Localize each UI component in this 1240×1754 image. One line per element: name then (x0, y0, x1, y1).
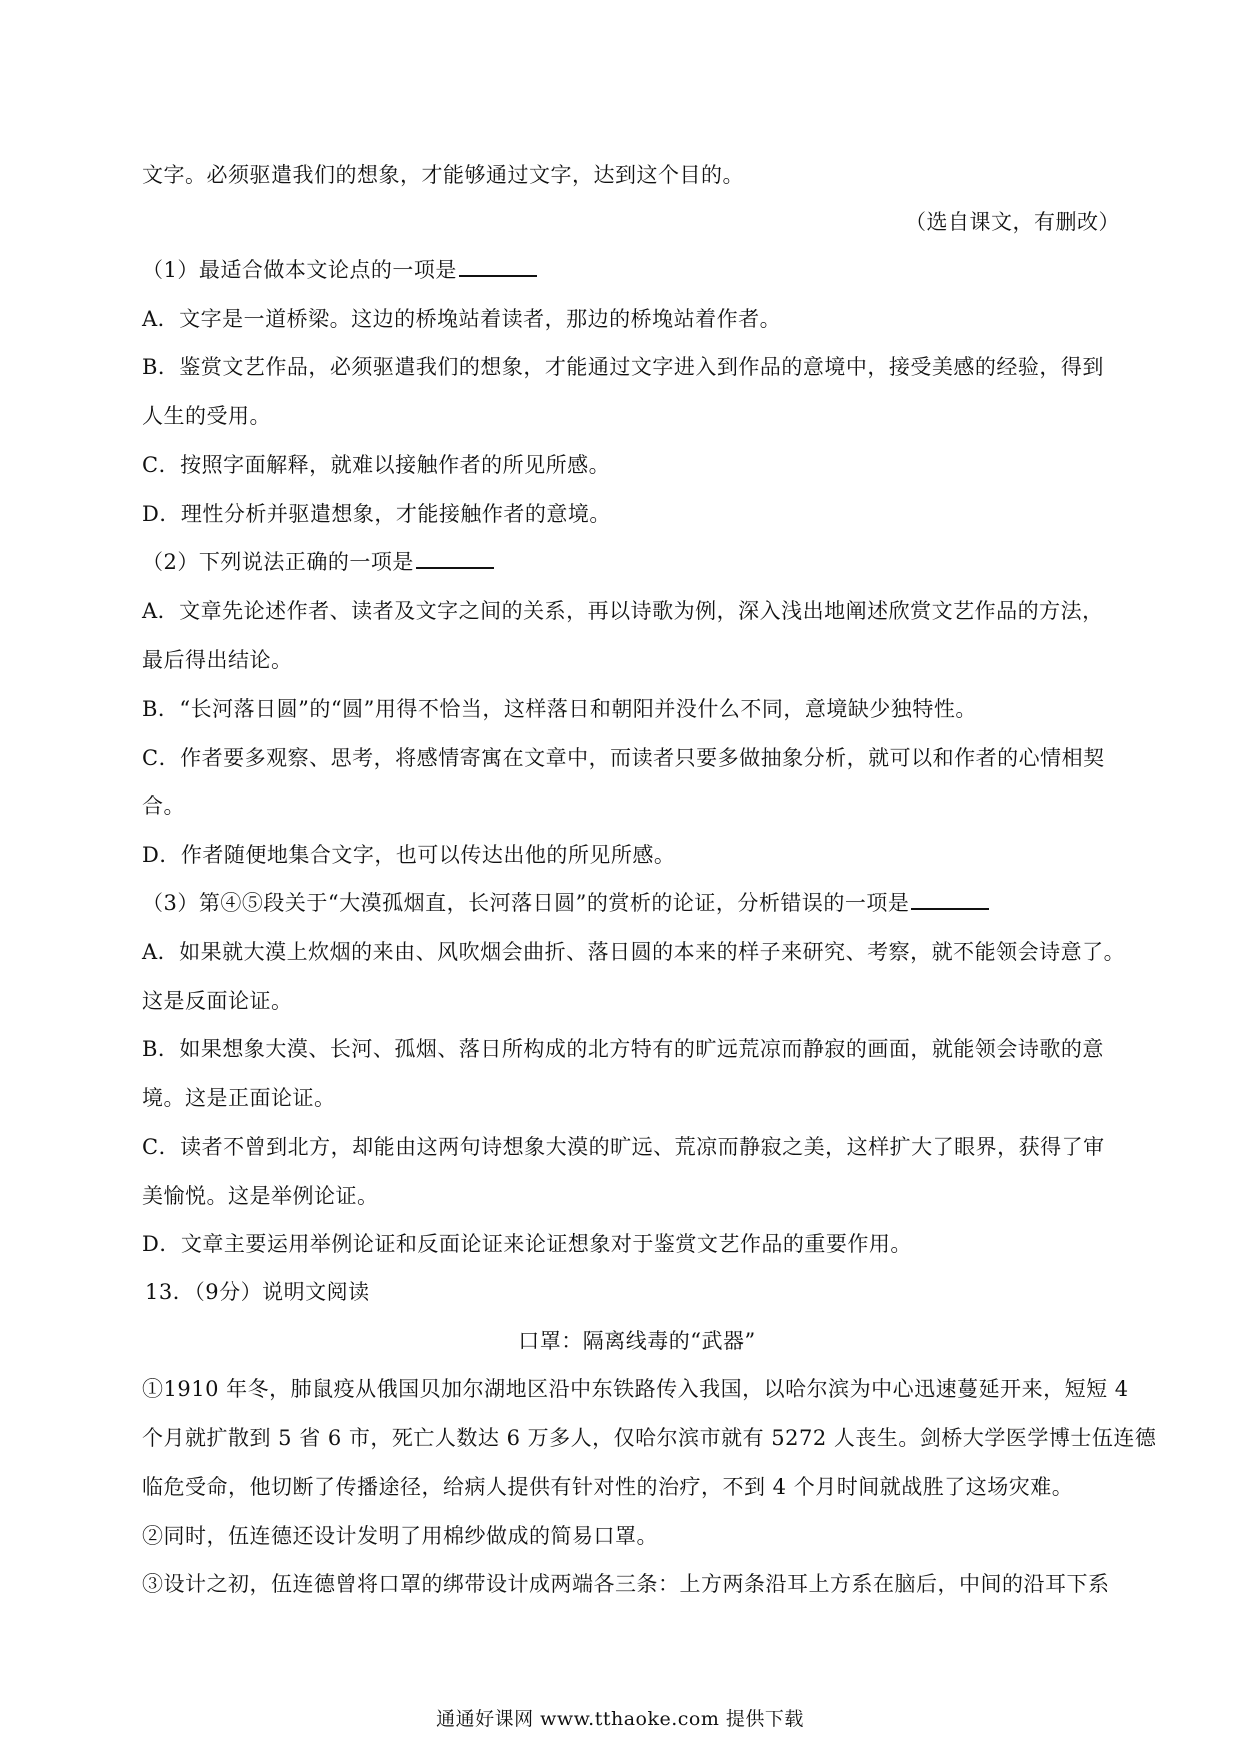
question-2-text: （2）下列说法正确的一项是 (142, 550, 414, 574)
option-c: C．按照字面解释，就难以接触作者的所见所感。 (142, 453, 611, 477)
answer-blank[interactable] (416, 547, 494, 569)
option-a-cont: 最后得出结论。 (142, 648, 293, 672)
paragraph-3: ③设计之初，伍连德曾将口罩的绑带设计成两端各三条：上方两条沿耳上方系在脑后，中间的沿耳下系 (142, 1572, 1110, 1596)
option-d: D．理性分析并驱遣想象，才能接触作者的意境。 (142, 502, 611, 526)
option-a-cont: 这是反面论证。 (142, 989, 293, 1013)
paragraph-1: ①1910 年冬，肺鼠疫从俄国贝加尔湖地区沿中东铁路传入我国，以哈尔滨为中心迅速蔓延开来，短短 4 (142, 1377, 1129, 1401)
question-13-heading: 13．（9分）说明文阅读 (145, 1280, 370, 1304)
option-c-cont: 合。 (142, 794, 185, 818)
option-a: A．文章先论述作者、读者及文字之间的关系，再以诗歌为例，深入浅出地阐述欣赏文艺作品的方法， (142, 599, 1104, 623)
question-1 (142, 255, 1132, 285)
answer-blank[interactable] (459, 255, 537, 277)
text-line: 文字。必须驱遣我们的想象，才能够通过文字，达到这个目的。 (142, 163, 744, 187)
question-3 (142, 888, 1132, 918)
question-3-text: （3）第④⑤段关于“大漠孤烟直，长河落日圆”的赏析的论证，分析错误的一项是 (142, 891, 910, 915)
paragraph-2: ②同时，伍连德还设计发明了用棉纱做成的简易口罩。 (142, 1524, 658, 1548)
answer-blank[interactable] (911, 888, 989, 910)
option-a: A．文字是一道桥梁。这边的桥堍站着读者，那边的桥堍站着作者。 (142, 307, 782, 331)
option-c: C．作者要多观察、思考，将感情寄寓在文章中，而读者只要多做抽象分析，就可以和作者的心情相契 (142, 746, 1105, 770)
option-a: A．如果就大漠上炊烟的来由、风吹烟会曲折、落日圆的本来的样子来研究、考察，就不能领会诗意了。 (142, 940, 1126, 964)
option-b-cont: 境。这是正面论证。 (142, 1086, 336, 1110)
option-b: B．“长河落日圆”的“圆”用得不恰当，这样落日和朝阳并没什么不同，意境缺少独特性。 (142, 697, 977, 721)
option-b: B．如果想象大漠、长河、孤烟、落日所构成的北方特有的旷远荒凉而静寂的画面，就能领会诗歌的意 (142, 1037, 1104, 1061)
paragraph-1-cont: 个月就扩散到 5 省 6 市，死亡人数达 6 万多人，仅哈尔滨市就有 5272 人丧生。剑桥大学医学博士伍连德 (142, 1426, 1157, 1450)
option-c: C．读者不曾到北方，却能由这两句诗想象大漠的旷远、荒凉而静寂之美，这样扩大了眼界，获得了审 (142, 1135, 1105, 1159)
option-d: D．文章主要运用举例论证和反面论证来论证想象对于鉴赏文艺作品的重要作用。 (142, 1232, 912, 1256)
question-2 (142, 547, 1132, 577)
paragraph-1-cont: 临危受命，他切断了传播途径，给病人提供有针对性的治疗，不到 4 个月时间就战胜了这场灾难。 (142, 1475, 1074, 1499)
option-d: D．作者随便地集合文字，也可以传达出他的所见所感。 (142, 843, 676, 867)
option-b: B．鉴赏文艺作品，必须驱遣我们的想象，才能通过文字进入到作品的意境中，接受美感的经验，得到 (142, 355, 1104, 379)
source-note: （选自课文，有删改） (905, 210, 1120, 234)
page-footer: 通通好课网 www.tthaoke.com 提供下载 (436, 1708, 804, 1730)
article-title: 口罩：隔离线毒的“武器” (518, 1329, 756, 1353)
question-1-text: （1）最适合做本文论点的一项是 (142, 258, 457, 282)
option-c-cont: 美愉悦。这是举例论证。 (142, 1184, 379, 1208)
option-b-cont: 人生的受用。 (142, 404, 271, 428)
